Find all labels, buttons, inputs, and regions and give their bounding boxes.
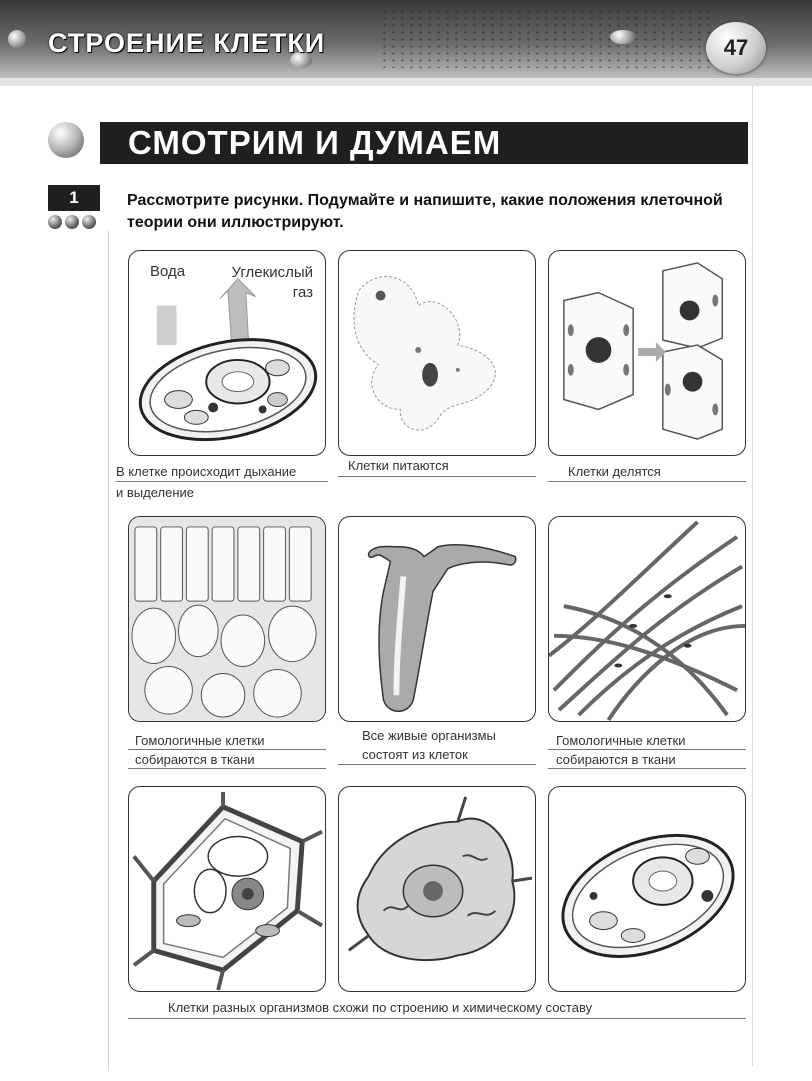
answer-line [116,481,328,482]
answer-text: собираются в ткани [135,752,255,767]
answer-line [128,768,326,769]
banner-texture [380,8,710,68]
task-number: 1 [48,185,100,211]
answer-text: Клетки питаются [348,458,449,473]
answer-text: Клетки разных организмов схожи по строению и химическому составу [168,1000,593,1015]
answer-text: Клетки делятся [568,464,661,479]
answer-text: Гомологичные клетки [135,733,265,748]
hydra-organism-illustration [339,517,535,721]
muscle-tissue-illustration [549,517,745,721]
chapter-banner [0,0,812,78]
answer-line [128,1018,746,1019]
panel-tissue-muscle [548,516,746,722]
answer-text: собираются в ткани [556,752,676,767]
answer-line [548,749,746,750]
label-carbon-dioxide: Углекислый газ [231,264,313,301]
banner-divider [0,78,812,86]
animal-cell-illustration [339,787,535,991]
plant-cell-detail-illustration [549,787,745,991]
difficulty-dot-icon [82,215,96,229]
answer-text: состоят из клеток [362,747,468,762]
answer-line [548,481,746,482]
panel-division [548,250,746,456]
cell-division-illustration [549,251,745,455]
answer-text: Все живые организмы [362,728,496,743]
answer-text: Гомологичные клетки [556,733,686,748]
section-ball-icon [48,122,84,158]
task-instruction: Рассмотрите рисунки. Подумайте и напишите, какие положения клеточной теории они иллюстрируют. [127,192,723,231]
section-title: СМОТРИМ И ДУМАЕМ [128,124,502,161]
answer-line [338,764,536,765]
section-header [100,122,748,164]
answer-text: В клетке происходит дыхание [116,464,297,479]
panel-plant-cell [128,786,326,992]
plant-tissue-illustration [129,517,325,721]
panel-tissue-plant [128,516,326,722]
amoeba-feeding-illustration [339,251,535,455]
margin-rule [752,86,753,1066]
panel-nutrition [338,250,536,456]
panel-animal-cell [338,786,536,992]
difficulty-dot-icon [65,215,79,229]
page-number: 47 [706,22,766,74]
banner-bubble-icon [610,30,636,44]
margin-rule [108,230,109,1070]
panel-plant-cell-detail [548,786,746,992]
answer-line [338,476,536,477]
plant-cell-illustration [129,787,325,991]
label-water: Вода [150,263,186,280]
answer-line [128,749,326,750]
chapter-title: СТРОЕНИЕ КЛЕТКИ [48,28,326,58]
difficulty-indicator [48,215,96,229]
answer-line [548,768,746,769]
panel-organism [338,516,536,722]
banner-bubble-icon [8,30,26,48]
difficulty-dot-icon [48,215,62,229]
answer-text: и выделение [116,485,194,500]
